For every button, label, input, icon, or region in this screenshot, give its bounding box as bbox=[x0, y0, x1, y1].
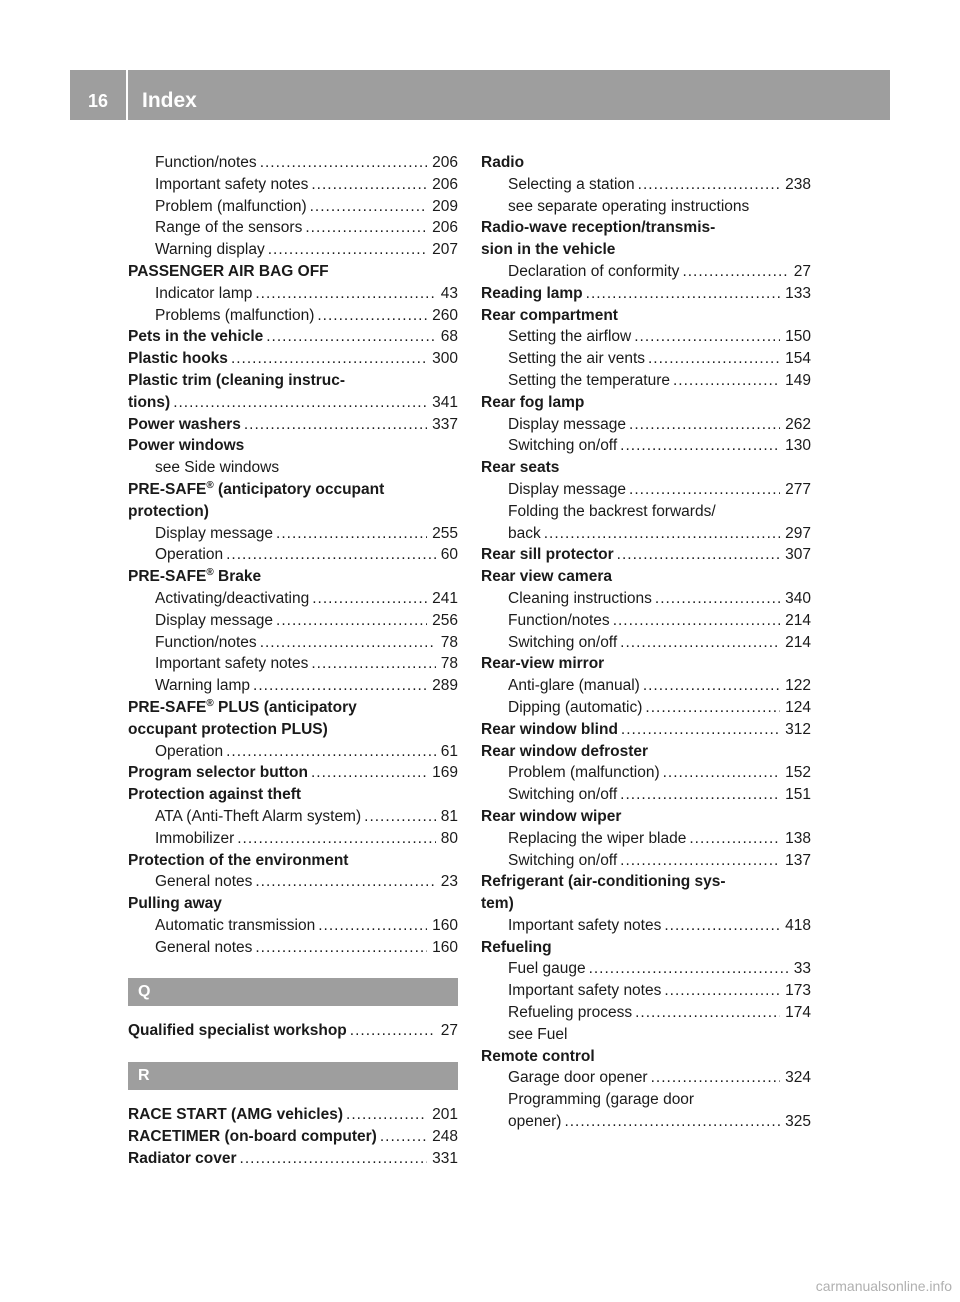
index-heading: Rear fog lamp bbox=[481, 393, 585, 411]
index-entry: Important safety notes ..... 418 bbox=[481, 915, 811, 937]
index-heading: PASSENGER AIR BAG OFF bbox=[128, 262, 329, 280]
index-heading: Refueling bbox=[481, 938, 552, 956]
page-ref[interactable]: 81 bbox=[440, 807, 458, 825]
page-ref[interactable]: 133 bbox=[785, 284, 811, 302]
index-entry: RACETIMER (on-board computer) ..... 248 bbox=[128, 1126, 458, 1148]
page-ref[interactable]: 138 bbox=[785, 829, 811, 847]
index-entry: RACE START (AMG vehicles) ..... 201 bbox=[128, 1104, 458, 1126]
index-heading: tem) bbox=[481, 895, 514, 913]
page-ref[interactable]: 150 bbox=[785, 328, 811, 346]
index-entry: Replacing the wiper blade ..... 138 bbox=[481, 828, 811, 850]
page-ref[interactable]: 78 bbox=[440, 655, 458, 673]
page-ref[interactable]: 173 bbox=[785, 982, 811, 1000]
page-ref[interactable]: 160 bbox=[432, 916, 458, 934]
index-entry: Refueling process ..... 174 bbox=[481, 1002, 811, 1024]
index-entry: Power washers ..... 337 bbox=[128, 414, 458, 436]
page-ref[interactable]: 214 bbox=[785, 633, 811, 651]
index-entry: Problem (malfunction) ..... 209 bbox=[128, 196, 458, 218]
index-entry: Operation ..... 60 bbox=[128, 544, 458, 566]
page-ref[interactable]: 289 bbox=[432, 677, 458, 695]
index-entry: Switching on/off ..... 151 bbox=[481, 784, 811, 806]
index-entry: Immobilizer ..... 80 bbox=[128, 828, 458, 850]
page-ref[interactable]: 160 bbox=[432, 938, 458, 956]
index-heading: Rear seats bbox=[481, 459, 560, 477]
index-entry-text: Folding the backrest forwards/ bbox=[508, 502, 716, 520]
page-ref[interactable]: 207 bbox=[432, 241, 458, 259]
page-ref[interactable]: 340 bbox=[785, 589, 811, 607]
index-entry: Warning lamp ..... 289 bbox=[128, 675, 458, 697]
registered-mark: ® bbox=[206, 479, 214, 491]
index-crossref[interactable]: see Side windows bbox=[155, 459, 280, 477]
page-ref[interactable]: 206 bbox=[432, 219, 458, 237]
index-heading: occupant protection PLUS) bbox=[128, 720, 328, 738]
index-heading: Power windows bbox=[128, 437, 245, 455]
index-heading: PRE-SAFE® PLUS (anticipatory bbox=[128, 697, 357, 716]
index-heading: PRE-SAFE® (anticipatory occupant bbox=[128, 479, 385, 498]
page-ref[interactable]: 238 bbox=[785, 175, 811, 193]
index-entry: Radiator cover ..... 331 bbox=[128, 1148, 458, 1170]
index-heading: Pulling away bbox=[128, 895, 222, 913]
page-ref[interactable]: 312 bbox=[785, 720, 811, 738]
page-ref[interactable]: 307 bbox=[785, 546, 811, 564]
index-entry: Rear window blind ..... 312 bbox=[481, 719, 811, 741]
index-column-right bbox=[481, 152, 811, 1133]
page-ref[interactable]: 214 bbox=[785, 611, 811, 629]
index-entry: Warning display ..... 207 bbox=[128, 239, 458, 261]
index-entry: Important safety notes ..... 173 bbox=[481, 980, 811, 1002]
page-number: 16 bbox=[87, 91, 109, 111]
page-ref[interactable]: 154 bbox=[785, 350, 811, 368]
page-ref[interactable]: 206 bbox=[432, 154, 458, 171]
index-entry: Setting the air vents ..... 154 bbox=[481, 348, 811, 370]
page-ref[interactable]: 256 bbox=[432, 611, 458, 629]
index-entry: tions) ..... 341 bbox=[128, 392, 458, 414]
page-ref[interactable]: 209 bbox=[432, 197, 458, 215]
page-ref[interactable]: 23 bbox=[440, 873, 458, 891]
index-entry: Important safety notes ..... 78 bbox=[128, 653, 458, 675]
index-heading: PRE-SAFE® Brake bbox=[128, 567, 262, 586]
index-entry: Switching on/off ..... 130 bbox=[481, 435, 811, 457]
index-entry: Qualified specialist workshop ..... 27 bbox=[128, 1020, 458, 1042]
index-heading: Remote control bbox=[481, 1047, 595, 1065]
index-entry: General notes ..... 23 bbox=[128, 871, 458, 893]
page-ref[interactable]: 260 bbox=[432, 306, 458, 324]
page-ref[interactable]: 33 bbox=[793, 960, 811, 978]
header-divider bbox=[126, 70, 128, 120]
registered-mark: ® bbox=[206, 567, 214, 579]
index-entry: Declaration of conformity ..... 27 bbox=[481, 261, 811, 283]
page-ref[interactable]: 43 bbox=[440, 284, 458, 302]
index-entry: opener) ..... 325 bbox=[481, 1111, 811, 1133]
index-entry: Problems (malfunction) ..... 260 bbox=[128, 305, 458, 327]
index-column-left bbox=[128, 152, 458, 1170]
page-ref[interactable]: 325 bbox=[785, 1113, 811, 1131]
index-heading: Protection of the environment bbox=[128, 851, 349, 869]
index-entry: Switching on/off ..... 137 bbox=[481, 850, 811, 872]
index-heading: protection) bbox=[128, 502, 209, 520]
index-heading: sion in the vehicle bbox=[481, 241, 616, 259]
page-ref[interactable]: 122 bbox=[785, 677, 811, 695]
page-title: Index bbox=[142, 89, 197, 112]
page-ref[interactable]: 27 bbox=[793, 262, 811, 280]
index-entry: Cleaning instructions ..... 340 bbox=[481, 588, 811, 610]
watermark: carmanualsonline.info bbox=[815, 1278, 952, 1294]
index-entry: Activating/deactivating ..... 241 bbox=[128, 588, 458, 610]
page-ref[interactable]: 152 bbox=[785, 764, 811, 782]
index-heading: Rear view camera bbox=[481, 568, 612, 586]
index-heading: Refrigerant (air-conditioning sys- bbox=[481, 873, 726, 891]
index-entry: Setting the airflow ..... 150 bbox=[481, 326, 811, 348]
page-ref[interactable]: 341 bbox=[432, 393, 458, 411]
index-entry: Function/notes ..... 214 bbox=[481, 610, 811, 632]
page-ref[interactable]: 206 bbox=[432, 175, 458, 193]
index-entry: Pets in the vehicle ..... 68 bbox=[128, 326, 458, 348]
index-entry: Setting the temperature ..... 149 bbox=[481, 370, 811, 392]
index-entry: Garage door opener ..... 324 bbox=[481, 1067, 811, 1089]
index-crossref: see separate operating instructions bbox=[508, 197, 750, 215]
page-ref[interactable]: 241 bbox=[432, 589, 458, 607]
index-entry: Display message ..... 256 bbox=[128, 610, 458, 632]
section-letter-r: R bbox=[128, 1062, 458, 1090]
index-entry: Selecting a station ..... 238 bbox=[481, 174, 811, 196]
page-header bbox=[70, 70, 890, 120]
index-heading: Radio bbox=[481, 154, 525, 171]
page-ref[interactable]: 255 bbox=[432, 524, 458, 542]
section-letter-q: Q bbox=[128, 978, 458, 1006]
page-ref[interactable]: 149 bbox=[785, 371, 811, 389]
page-ref[interactable]: 174 bbox=[785, 1004, 811, 1022]
index-heading: Protection against theft bbox=[128, 786, 302, 804]
index-entry: General notes ..... 160 bbox=[128, 937, 458, 959]
index-heading: Rear compartment bbox=[481, 306, 618, 324]
index-entry-text: Programming (garage door bbox=[508, 1091, 695, 1109]
index-crossref[interactable]: see Fuel bbox=[508, 1025, 568, 1043]
index-entry: Program selector button ..... 169 bbox=[128, 762, 458, 784]
page-ref[interactable]: 27 bbox=[440, 1022, 458, 1040]
index-entry: Dipping (automatic) ..... 124 bbox=[481, 697, 811, 719]
page-ref[interactable]: 124 bbox=[785, 698, 811, 716]
index-entry: Important safety notes ..... 206 bbox=[128, 174, 458, 196]
index-heading: Rear window defroster bbox=[481, 742, 649, 760]
page-ref[interactable]: 337 bbox=[432, 415, 458, 433]
registered-mark: ® bbox=[206, 697, 214, 709]
index-heading: Radio-wave reception/transmis- bbox=[481, 219, 716, 237]
page-ref[interactable]: 324 bbox=[785, 1069, 811, 1087]
page-ref[interactable]: 137 bbox=[785, 851, 811, 869]
page-ref[interactable]: 262 bbox=[785, 415, 811, 433]
page-ref[interactable]: 300 bbox=[432, 350, 458, 368]
index-heading: Rear-view mirror bbox=[481, 655, 605, 673]
index-entry: Display message ..... 277 bbox=[481, 479, 811, 501]
index-entry: Display message ..... 262 bbox=[481, 414, 811, 436]
index-entry: Automatic transmission ..... 160 bbox=[128, 915, 458, 937]
index-entry: Reading lamp ..... 133 bbox=[481, 283, 811, 305]
index-entry: Function/notes ..... 206 bbox=[128, 152, 458, 174]
index-entry: Display message ..... 255 bbox=[128, 523, 458, 545]
page-ref[interactable]: 201 bbox=[432, 1106, 458, 1124]
index-entry: Function/notes ..... 78 bbox=[128, 632, 458, 654]
page-ref[interactable]: 169 bbox=[432, 764, 458, 782]
page-ref[interactable]: 418 bbox=[785, 916, 811, 934]
page-ref[interactable]: 297 bbox=[785, 524, 811, 542]
page-ref[interactable]: 151 bbox=[785, 786, 811, 804]
index-entry: ATA (Anti-Theft Alarm system) ..... 81 bbox=[128, 806, 458, 828]
page-ref[interactable]: 68 bbox=[440, 328, 458, 346]
page-ref[interactable]: 277 bbox=[785, 480, 811, 498]
page-ref[interactable]: 248 bbox=[432, 1128, 458, 1146]
index-entry: Plastic hooks ..... 300 bbox=[128, 348, 458, 370]
page-ref[interactable]: 78 bbox=[440, 633, 458, 651]
index-entry: Switching on/off ..... 214 bbox=[481, 632, 811, 654]
index-entry: Rear sill protector ..... 307 bbox=[481, 544, 811, 566]
index-entry: Indicator lamp ..... 43 bbox=[128, 283, 458, 305]
page-ref[interactable]: 60 bbox=[440, 546, 458, 564]
index-entry: Range of the sensors ..... 206 bbox=[128, 217, 458, 239]
page-ref[interactable]: 130 bbox=[785, 437, 811, 455]
page-ref[interactable]: 80 bbox=[440, 829, 458, 847]
index-heading: Rear window wiper bbox=[481, 807, 622, 825]
index-entry: back ..... 297 bbox=[481, 523, 811, 545]
index-entry: Fuel gauge ..... 33 bbox=[481, 958, 811, 980]
index-entry: Operation ..... 61 bbox=[128, 741, 458, 763]
index-entry: Anti-glare (manual) ..... 122 bbox=[481, 675, 811, 697]
index-heading: Plastic trim (cleaning instruc- bbox=[128, 371, 346, 389]
page-ref[interactable]: 61 bbox=[440, 742, 458, 760]
index-entry: Problem (malfunction) ..... 152 bbox=[481, 762, 811, 784]
page-ref[interactable]: 331 bbox=[432, 1149, 458, 1167]
